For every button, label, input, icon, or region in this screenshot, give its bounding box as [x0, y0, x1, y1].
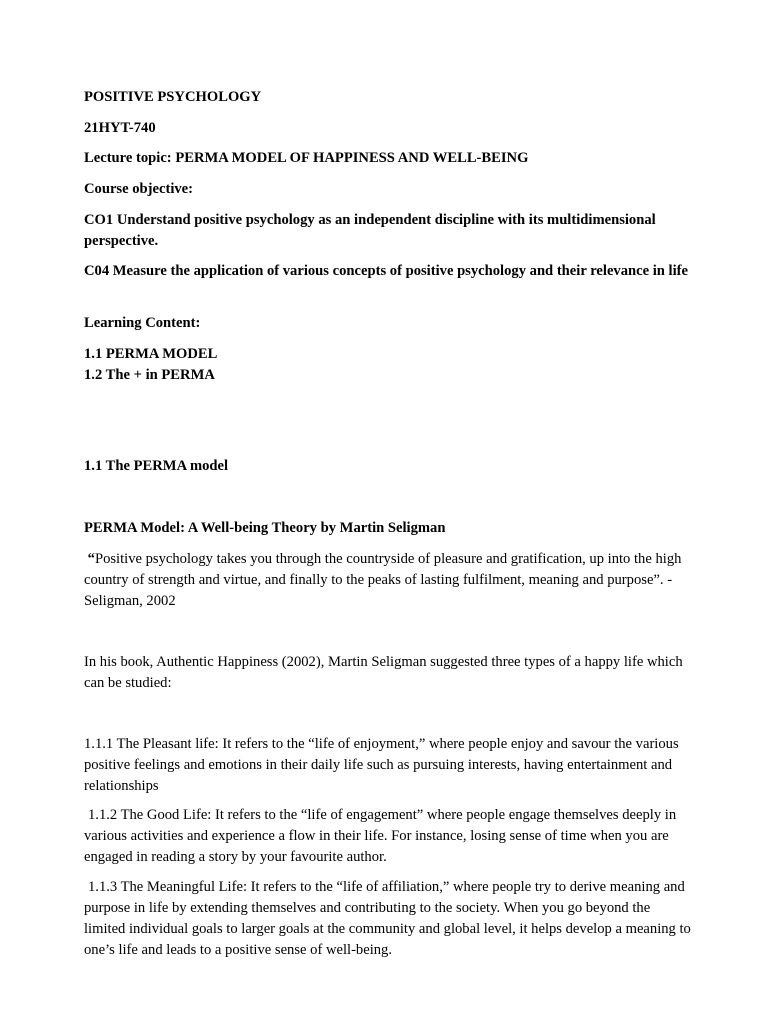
section-subheading: PERMA Model: A Well-being Theory by Martin Seligman [84, 520, 446, 536]
quote-text: Positive psychology takes you through the countryside of pleasure and gratification, up into the high country of strength and virtue, and finally to the peaks of lasting fulfilment, meaning and purpose”. - Seligman, 2002 [84, 551, 682, 609]
life-type-item: 1.1.2 The Good Life: It refers to the “life of engagement” where people engage themselves deeply in various activities and experience a flow in their life. For instance, losing sense of time when you are engaged in reading a story by your favourite author. [84, 807, 677, 865]
quote-mark: “ [87, 551, 95, 567]
course-objective-co4: C04 Measure the application of various concepts of positive psychology and their relevance in life [84, 263, 688, 279]
learning-item: 1.2 The + in PERMA [84, 367, 215, 383]
course-objective-label: Course objective: [84, 181, 194, 197]
intro-paragraph: In his book, Authentic Happiness (2002), Martin Seligman suggested three types of a happy life which can be studied: [84, 654, 683, 691]
learning-item: 1.1 PERMA MODEL [84, 346, 218, 362]
seligman-quote [84, 549, 694, 612]
lecture-topic: Lecture topic: PERMA MODEL OF HAPPINESS AND WELL-BEING [84, 150, 529, 166]
course-code: 21HYT-740 [84, 120, 156, 136]
course-objective-co1: CO1 Understand positive psychology as an independent discipline with its multidimensional perspective. [84, 212, 656, 249]
life-type-item: 1.1.3 The Meaningful Life: It refers to the “life of affiliation,” where people try to derive meaning and purpose in life by extending themselves and contributing to the society. When you go beyond the limited individual goals to larger goals at the community and global level, it helps develop a meaning to one’s life and leads to a positive sense of well-being. [84, 879, 691, 958]
section-heading: 1.1 The PERMA model [84, 458, 229, 474]
course-title: POSITIVE PSYCHOLOGY [84, 89, 262, 105]
life-type-item: 1.1.1 The Pleasant life: It refers to the “life of enjoyment,” where people enjoy and savour the various positive feelings and emotions in their daily life such as pursuing interests, having entertainment and relationships [84, 736, 679, 794]
learning-content-label: Learning Content: [84, 315, 201, 331]
